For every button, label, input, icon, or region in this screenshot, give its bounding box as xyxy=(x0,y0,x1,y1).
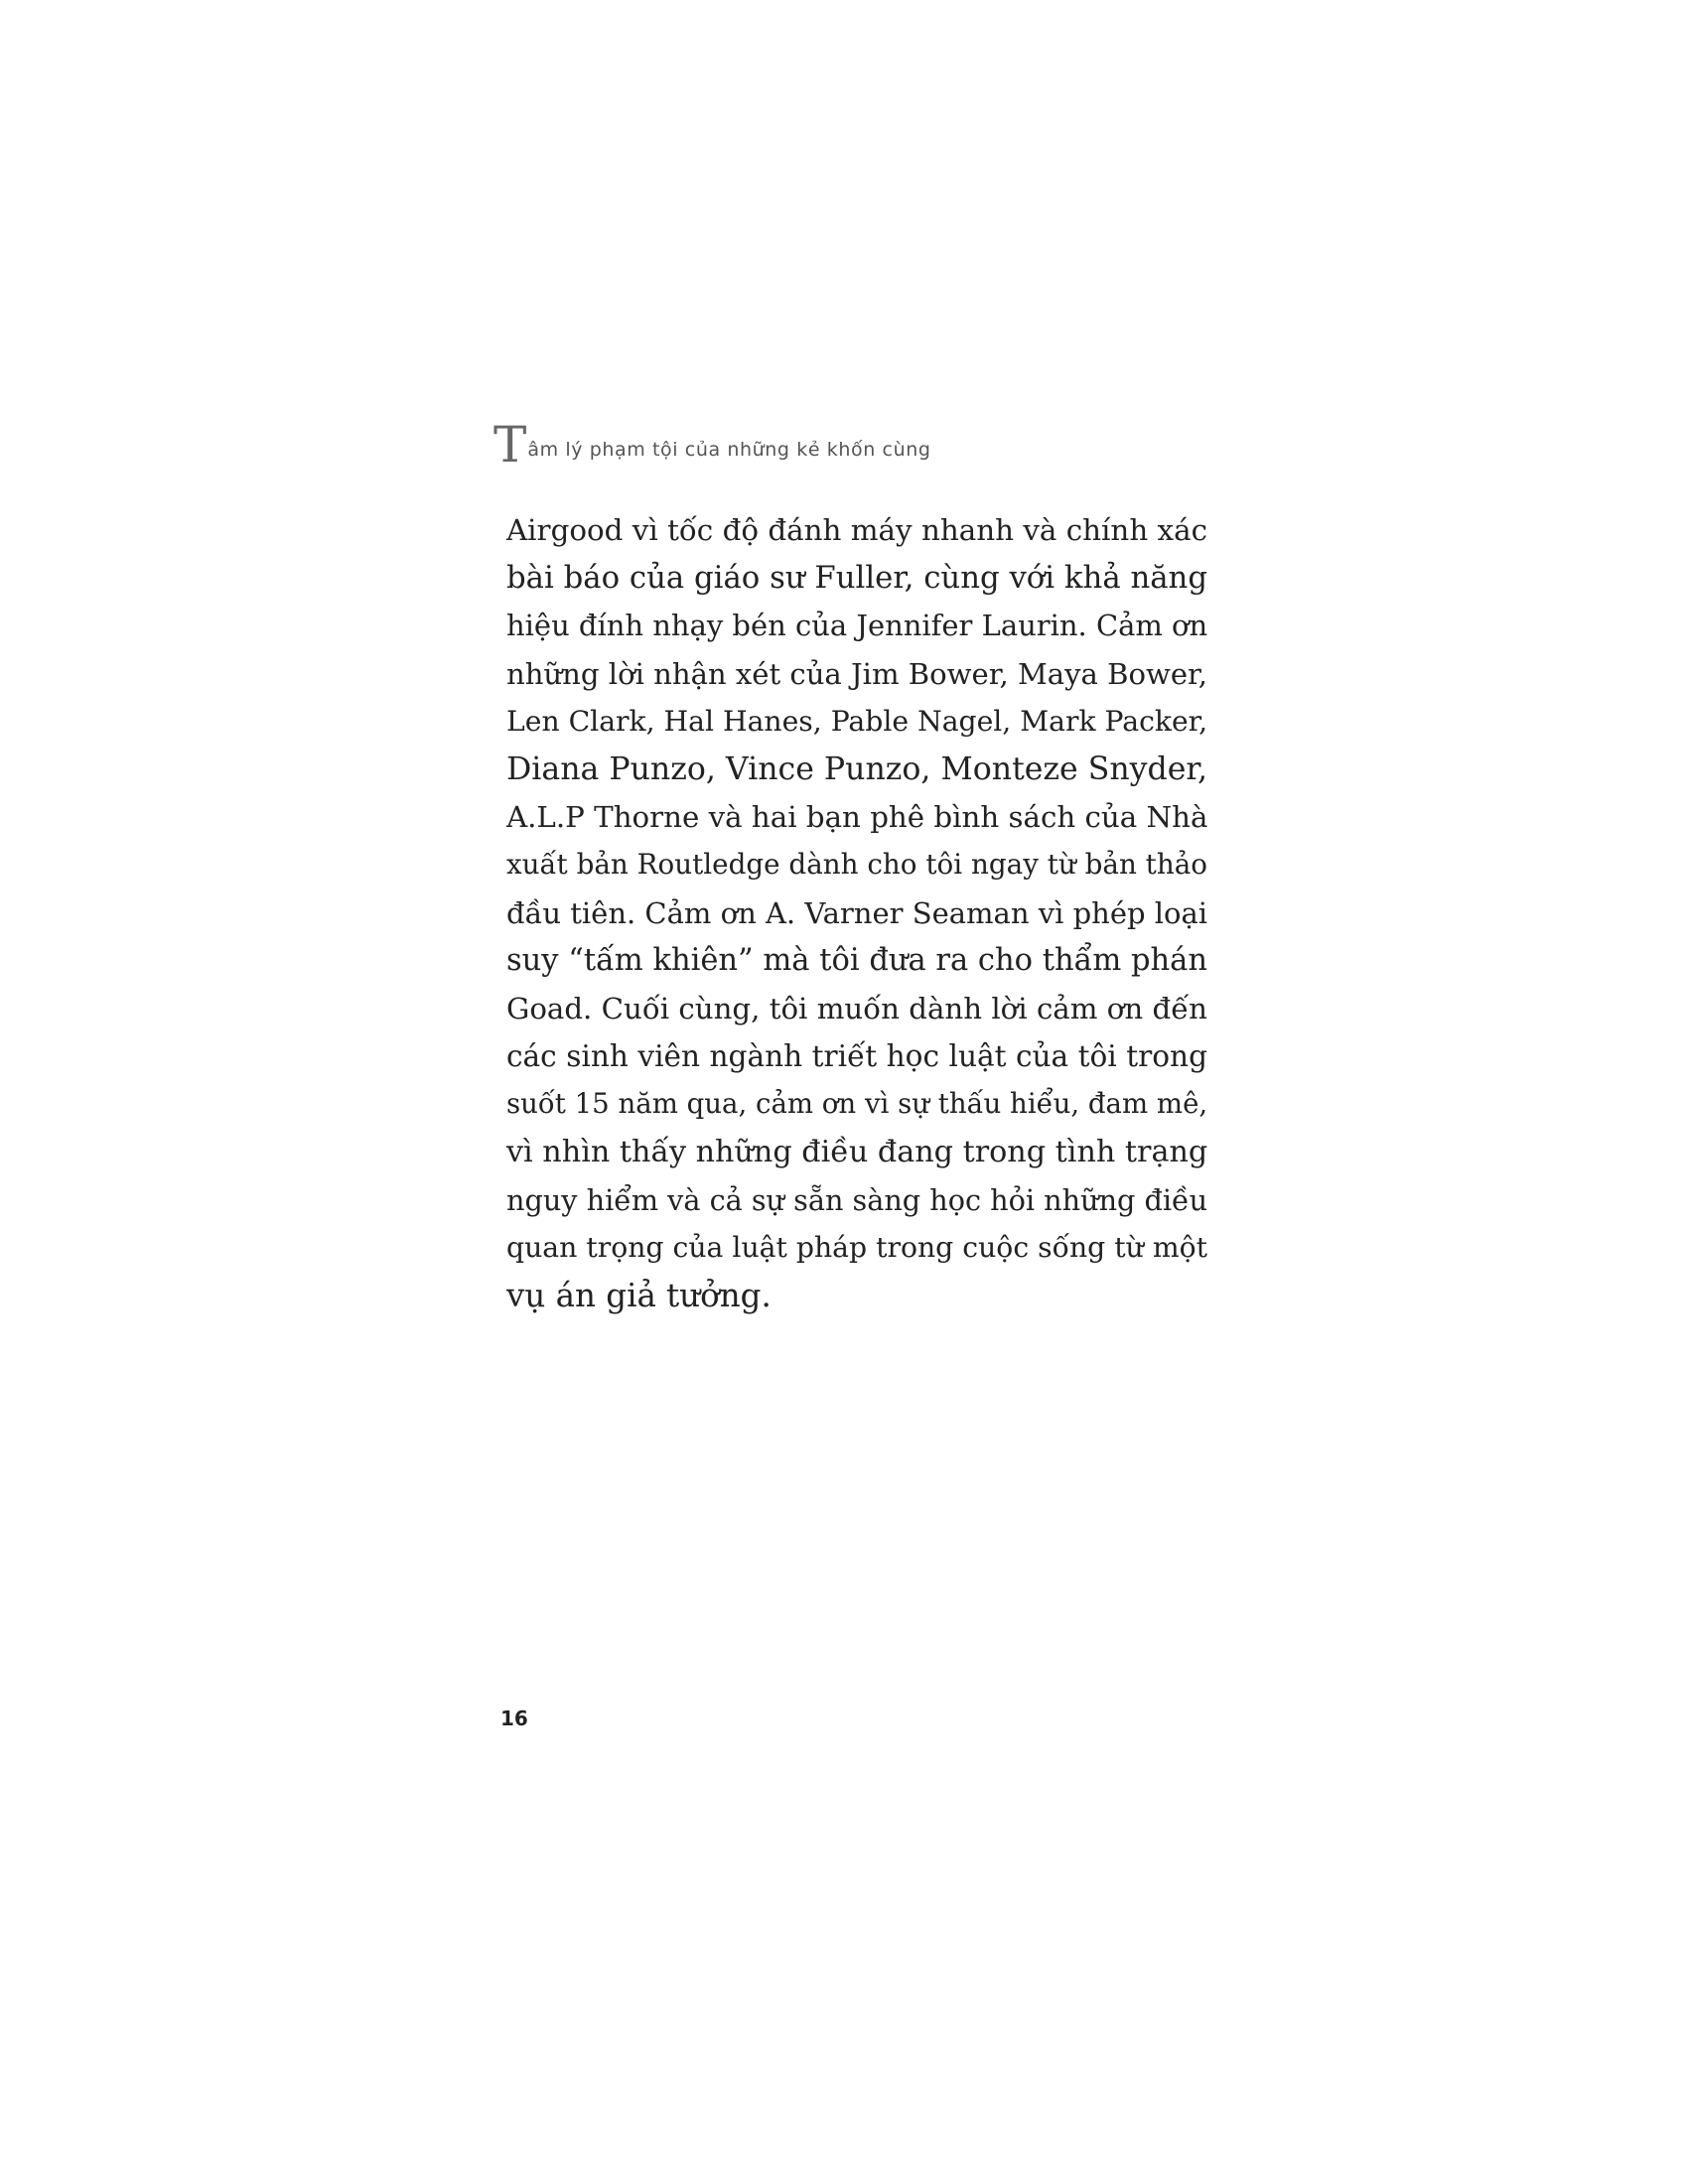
text-line: suy “tấm khiên” mà tôi đưa ra cho thẩm phán xyxy=(506,942,1207,978)
text-line: nguy hiểm và cả sự sẵn sàng học hỏi những điều xyxy=(506,1182,1208,1217)
text-line: Goad. Cuối cùng, tôi muốn dành lời cảm ơn đến xyxy=(506,992,1207,1026)
text-line: vụ án giả tưởng. xyxy=(506,1277,772,1315)
header-drop-letter: T xyxy=(493,416,527,474)
text-line: đầu tiên. Cảm ơn A. Varner Seaman vì phép loại xyxy=(506,895,1208,930)
text-line: A.L.P Thorne và hai bạn phê bình sách của Nhà xyxy=(506,800,1208,835)
text-line: Len Clark, Hal Hanes, Pable Nagel, Mark Packer, xyxy=(506,704,1208,738)
text-line: hiệu đính nhạy bén của Jennifer Laurin. Cảm ơn xyxy=(506,609,1208,643)
text-line: xuất bản Routledge dành cho tôi ngay từ bản thảo xyxy=(506,848,1207,882)
text-line: bài báo của giáo sư Fuller, cùng với khả năng xyxy=(506,560,1207,597)
text-line: quan trọng của luật pháp trong cuộc sống từ một xyxy=(506,1231,1207,1265)
text-line: các sinh viên ngành triết học luật của tôi trong xyxy=(506,1039,1207,1074)
running-header xyxy=(493,416,931,474)
text-line: suốt 15 năm qua, cảm ơn vì sự thấu hiểu, đam mê, xyxy=(506,1087,1208,1121)
header-title: âm lý phạm tội của những kẻ khốn cùng xyxy=(527,439,931,461)
text-line: Airgood vì tốc độ đánh máy nhanh và chính xác xyxy=(506,513,1207,547)
page-number: 16 xyxy=(500,1706,528,1730)
text-line: Diana Punzo, Vince Punzo, Monteze Snyder, xyxy=(506,751,1207,788)
body-paragraph xyxy=(506,506,1207,1319)
text-line: vì nhìn thấy những điều đang trong tình trạng xyxy=(506,1134,1208,1169)
text-line: những lời nhận xét của Jim Bower, Maya Bower, xyxy=(506,656,1207,691)
